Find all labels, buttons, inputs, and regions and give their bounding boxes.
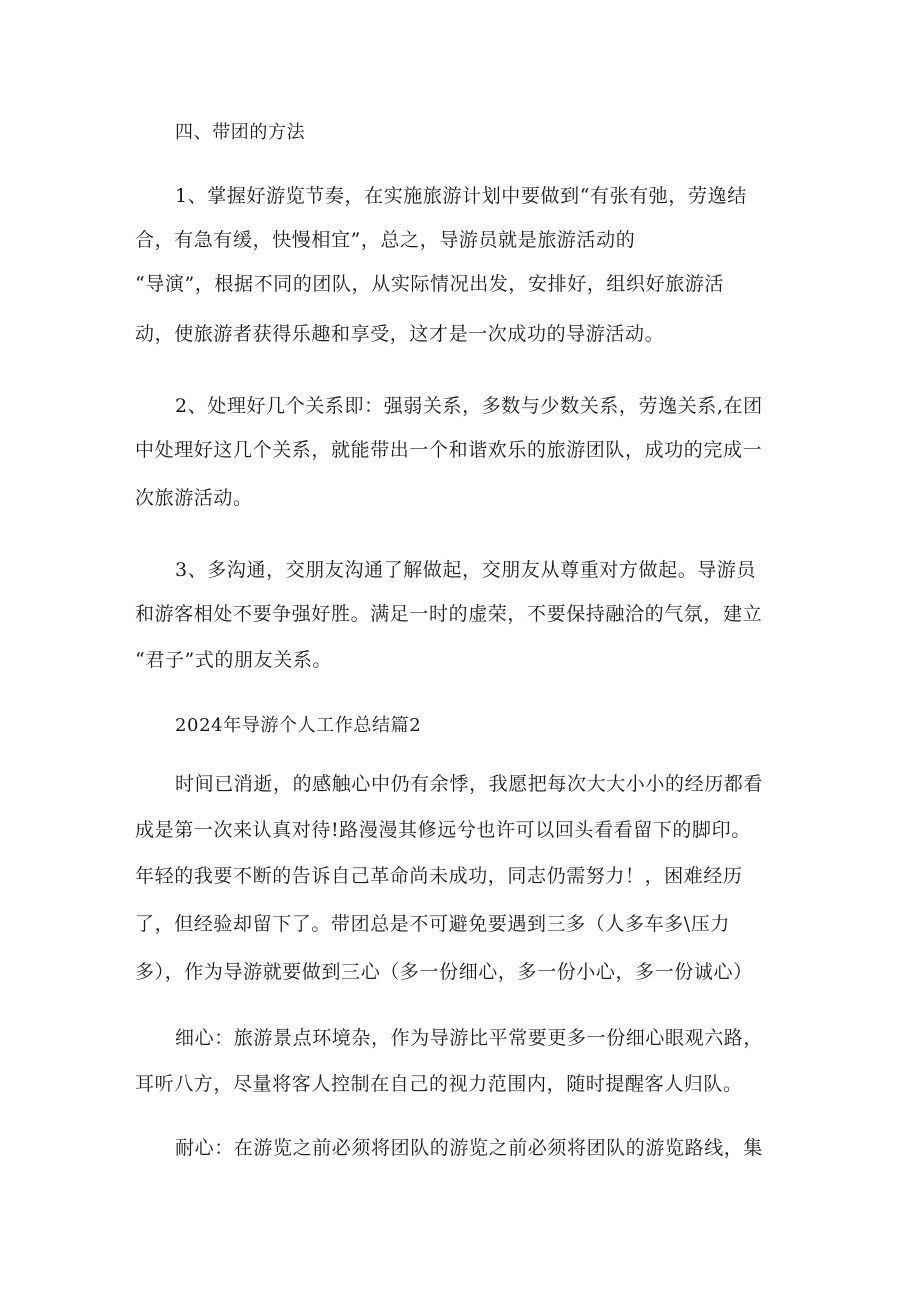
paragraph-4-line-5: 多），作为导游就要做到三心（多一份细心，多一份小心，多一份诚心） [135,961,753,983]
paragraph-5-line-2: 耳听八方，尽量将客人控制在自己的视力范围内，随时提醒客人归队。 [135,1073,743,1095]
paragraph-3-line-1: 3、多沟通，交朋友沟通了解做起，交朋友从尊重对方做起。导游员 [175,559,757,581]
paragraph-3-line-2: 和游客相处不要争强好胜。满足一时的虚荣，不要保持融洽的气氛，建立 [135,603,763,625]
paragraph-6-line-1: 耐心：在游览之前必须将团队的游览之前必须将团队的游览路线，集 [175,1137,764,1159]
paragraph-2-line-2: 中处理好这几个关系，就能带出一个和谐欢乐的旅游团队，成功的完成一 [135,439,763,461]
paragraph-4-line-3: 年轻的我要不断的告诉自己革命尚未成功，同志仍需努力！，困难经历 [135,865,743,887]
article-title: 2024年导游个人工作总结篇2 [175,715,422,736]
paragraph-2-line-3: 次旅游活动。 [135,487,253,509]
section-heading: 四、带团的方法 [175,122,306,143]
paragraph-4-line-2: 成是第一次来认真对待!路漫漫其修远兮也许可以回头看看留下的脚印。 [135,819,751,841]
paragraph-4-line-4: 了，但经验却留下了。带团总是不可避免要遇到三多（人多车多\压力 [135,913,731,935]
paragraph-3-line-3: “君子”式的朋友关系。 [135,649,333,671]
paragraph-1-line-2: 合，有急有缓，快慢相宜”，总之，导游员就是旅游活动的 [135,229,636,251]
paragraph-1-line-1: 1、掌握好游览节奏，在实施旅游计划中要做到“有张有弛，劳逸结 [175,185,747,207]
paragraph-1-line-3: “导演”，根据不同的团队，从实际情况出发，安排好，组织好旅游活 [135,273,725,295]
paragraph-4-line-1: 时间已消逝，的感触心中仍有余悸，我愿把每次大大小小的经历都看 [175,773,764,795]
paragraph-5-line-1: 细心：旅游景点环境杂，作为导游比平常要更多一份细心眼观六路， [175,1027,764,1049]
paragraph-2-line-1: 2、处理好几个关系即：强弱关系，多数与少数关系，劳逸关系,在团 [175,395,763,417]
paragraph-1-line-4: 动，使旅游者获得乐趣和享受，这才是一次成功的导游活动。 [135,323,665,345]
